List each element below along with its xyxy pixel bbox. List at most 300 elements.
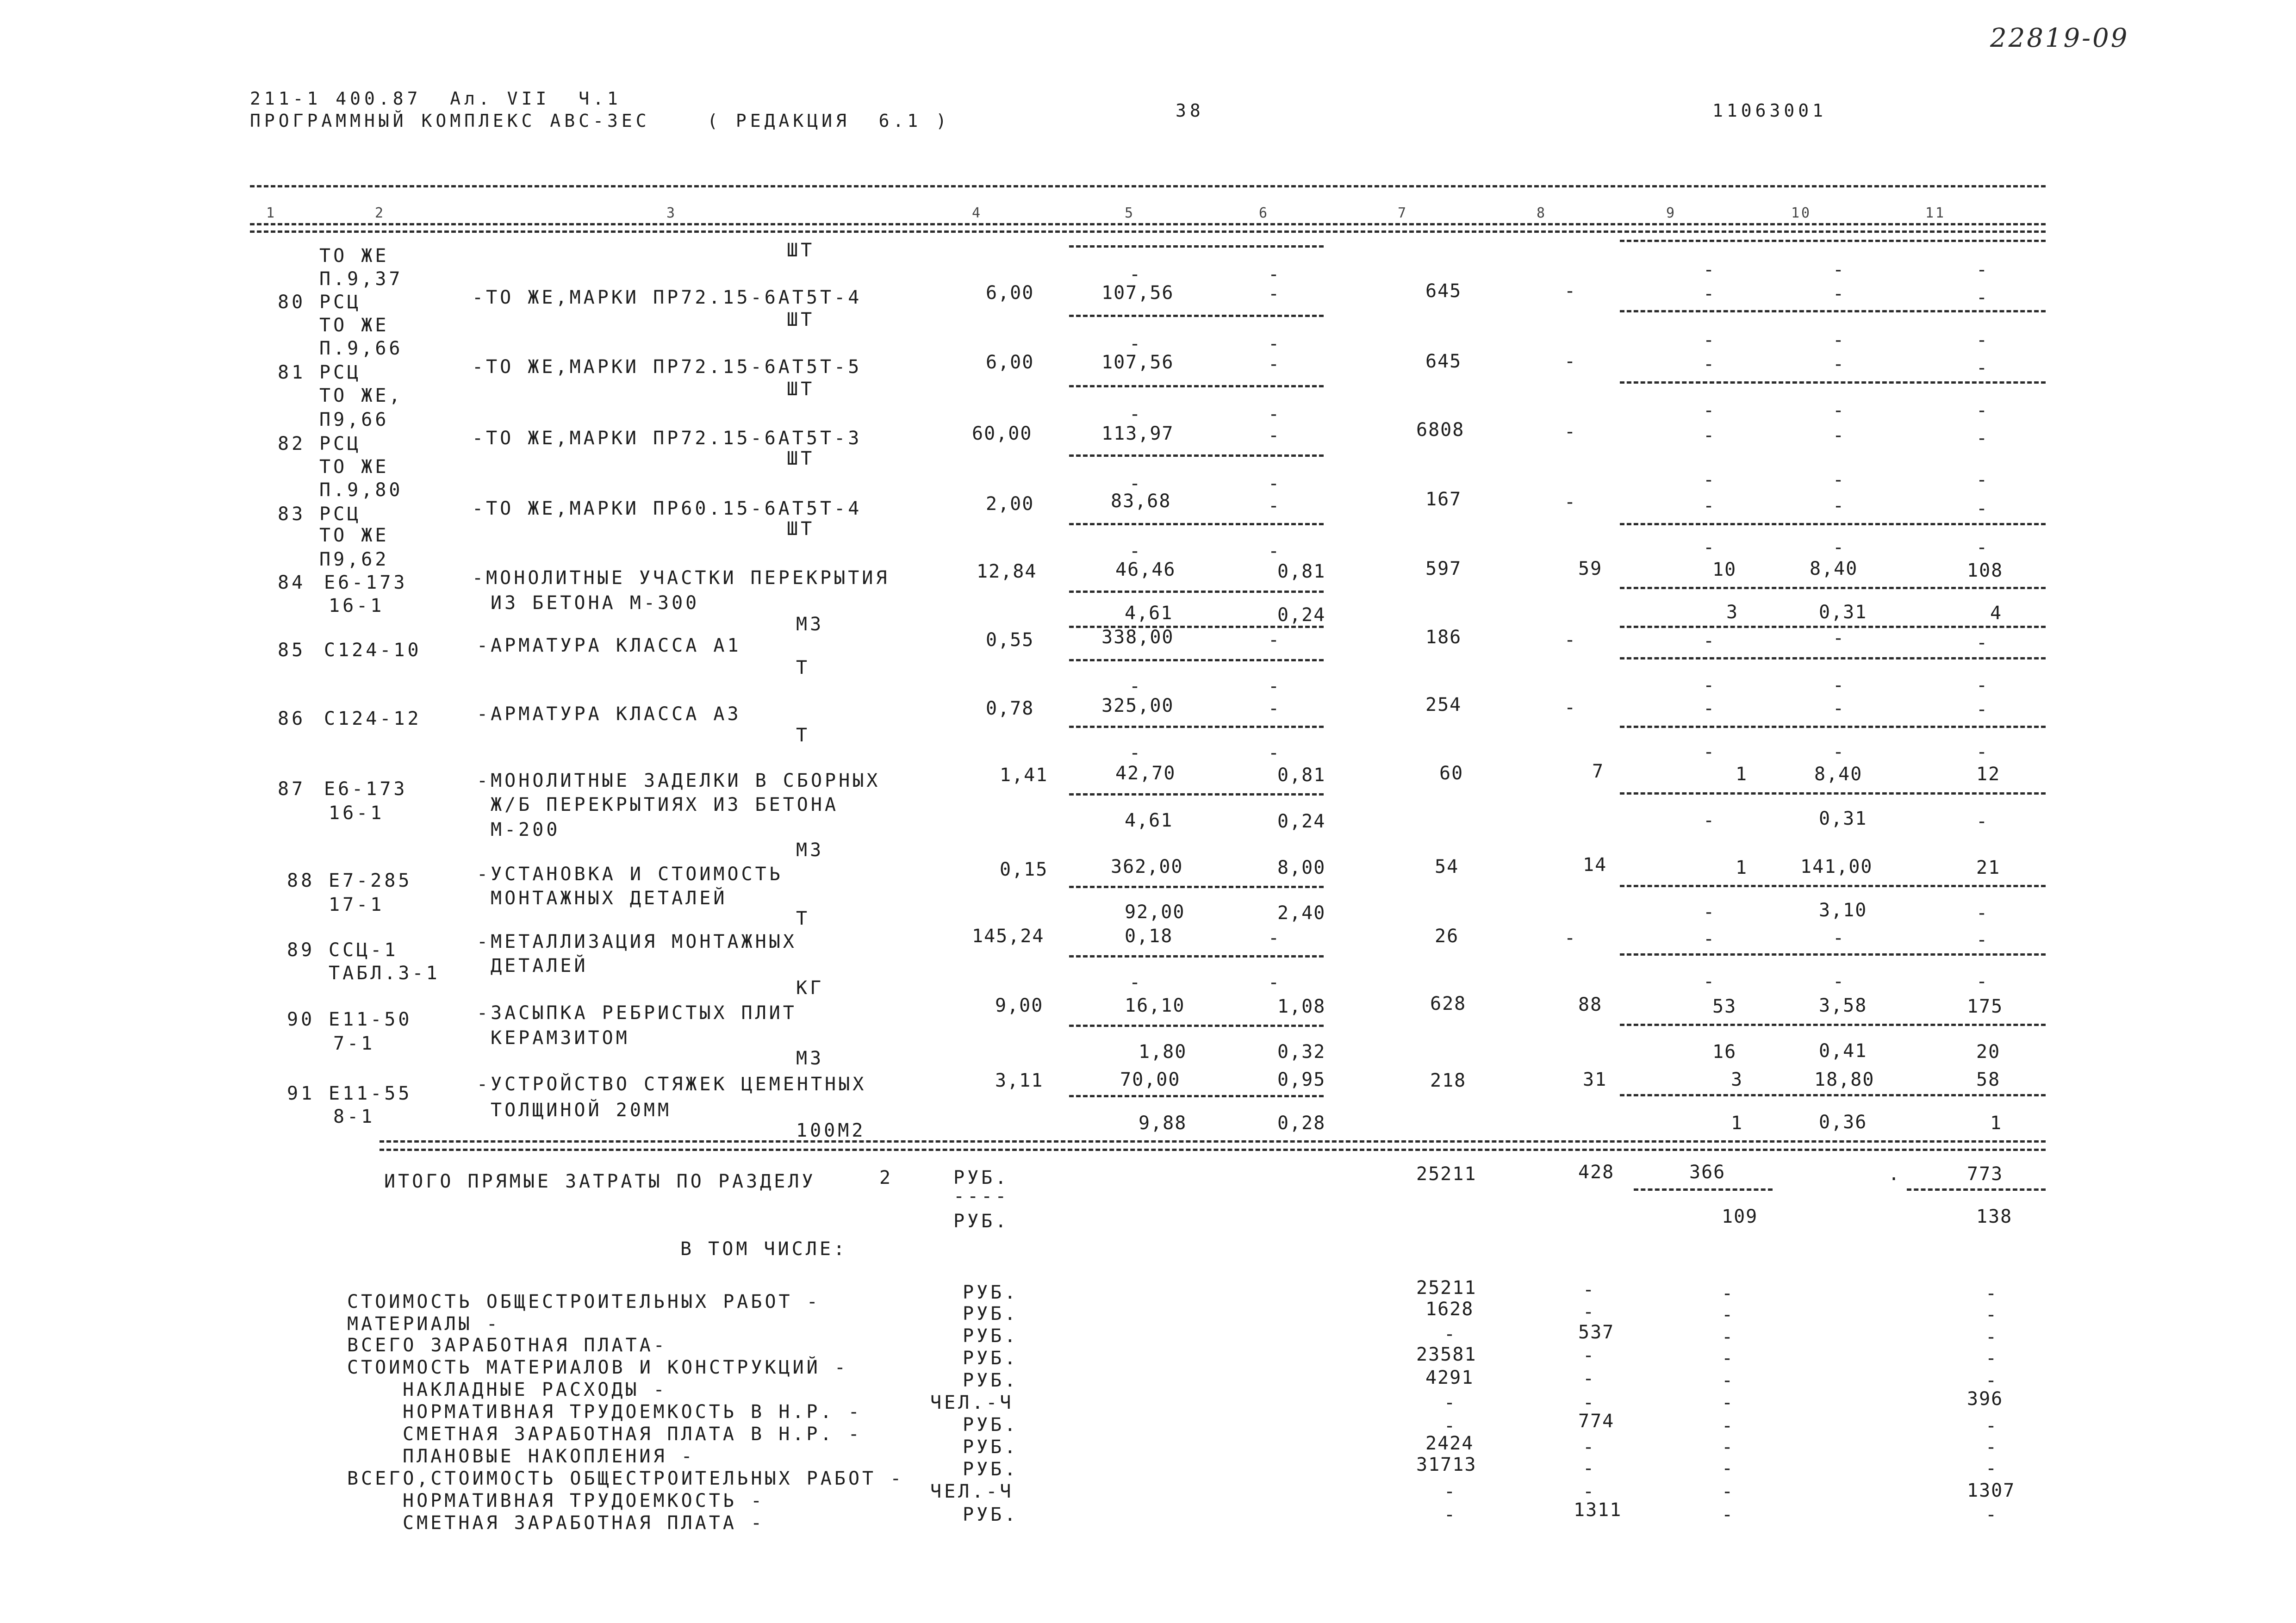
row-rule — [1620, 587, 2046, 589]
summary-unit: РУБ. — [963, 1370, 1019, 1391]
unit: М3 — [796, 614, 824, 635]
cell: - — [1833, 354, 1845, 375]
rate-code: С124-10 — [324, 640, 422, 661]
rate-code: Е6-173 — [324, 778, 408, 800]
cell: - — [1833, 698, 1845, 719]
summary-label: НАКЛАДНЫЕ РАСХОДЫ - — [403, 1379, 667, 1400]
rate-code: С124-12 — [324, 708, 422, 729]
summary-value: - — [1722, 1283, 1734, 1304]
cell: - — [1976, 428, 1989, 449]
item-description: -ТО ЖЕ,МАРКИ ПР72.15-6АТ5Т-5 — [472, 356, 862, 378]
row-rule — [1069, 886, 1324, 888]
row-rule — [1069, 1095, 1324, 1097]
summary-unit: РУБ. — [963, 1325, 1019, 1347]
cell: 0,36 — [1819, 1112, 1867, 1133]
cell: - — [1268, 354, 1281, 375]
table-header-bottom-rule — [250, 230, 2046, 233]
row-number: 84 — [278, 572, 306, 593]
cell: - — [1268, 404, 1281, 425]
cell: - — [1564, 629, 1577, 651]
cell: 0,41 — [1819, 1040, 1867, 1062]
summary-value: - — [1583, 1436, 1595, 1458]
row-rule — [1069, 659, 1324, 661]
cell: 88 — [1578, 994, 1603, 1015]
cell: - — [1833, 469, 1845, 491]
summary-value: 537 — [1578, 1322, 1615, 1343]
column-number: 10 — [1791, 205, 1812, 221]
rate-code: Е11-50 — [329, 1009, 412, 1030]
summary-value: - — [1985, 1415, 1998, 1436]
cell: 0,28 — [1277, 1113, 1326, 1134]
unit-price: 70,00 — [1120, 1069, 1181, 1090]
cell: - — [1976, 400, 1989, 421]
document-id: 11063001 — [1712, 100, 1827, 121]
reference-note: ТО ЖЕ — [319, 525, 389, 546]
cell: - — [1703, 495, 1716, 516]
rate-code: 8-1 — [333, 1106, 375, 1127]
summary-value: - — [1583, 1279, 1595, 1300]
summary-value: 23581 — [1416, 1344, 1477, 1365]
cell: - — [1976, 902, 1989, 924]
row-number: 85 — [278, 640, 306, 661]
cell: - — [1976, 357, 1989, 379]
summary-unit: РУБ. — [963, 1282, 1019, 1303]
total-cell: 773 — [1967, 1163, 2004, 1185]
cell: - — [1703, 630, 1716, 652]
cell: 58 — [1976, 1069, 2001, 1090]
cell: 3,58 — [1819, 995, 1867, 1016]
row-rule — [1069, 385, 1324, 387]
row-rule — [1069, 955, 1324, 958]
cell: 141,00 — [1800, 856, 1873, 877]
cell: 4,61 — [1125, 603, 1173, 624]
cell: 0,81 — [1277, 561, 1326, 582]
cell: - — [1564, 280, 1577, 302]
reference-note: П.9,37 — [319, 268, 403, 290]
item-description: -МОНОЛИТНЫЕ УЧАСТКИ ПЕРЕКРЫТИЯ — [472, 567, 890, 589]
cell: - — [1703, 400, 1716, 421]
cell: - — [1976, 469, 1989, 491]
unit-price: 0,18 — [1125, 926, 1173, 947]
quantity: 12,84 — [977, 561, 1037, 582]
row-number: 82 — [278, 433, 306, 454]
cell: - — [1833, 259, 1845, 280]
cell: - — [1976, 811, 1989, 832]
quantity: 1,41 — [1000, 765, 1048, 786]
summary-value: 2424 — [1425, 1433, 1474, 1454]
cell: - — [1833, 330, 1845, 351]
cell: - — [1976, 929, 1989, 951]
row-rule — [1620, 1094, 2046, 1096]
cell: - — [1129, 333, 1142, 354]
table-header-bottom-rule — [250, 223, 2046, 225]
total-label: ИТОГО ПРЯМЫЕ ЗАТРАТЫ ПО РАЗДЕЛУ — [384, 1171, 816, 1192]
cell: - — [1703, 675, 1716, 696]
cell: - — [1976, 699, 1989, 720]
unit: ШТ — [787, 379, 815, 400]
unit: ШТ — [787, 240, 815, 261]
column-number: 11 — [1925, 205, 1946, 221]
cell: - — [1129, 264, 1142, 285]
summary-unit: РУБ. — [963, 1436, 1019, 1458]
column-number: 4 — [972, 205, 983, 221]
reference-note: ТО ЖЕ — [319, 456, 389, 478]
cell: 7 — [1592, 761, 1605, 782]
item-description: -УСТРОЙСТВО СТЯЖЕК ЦЕМЕНТНЫХ — [477, 1074, 867, 1095]
rate-code: 16-1 — [329, 595, 385, 616]
cell: 4,61 — [1125, 810, 1173, 831]
unit-price: 107,56 — [1101, 352, 1174, 373]
unit-price: 113,97 — [1101, 423, 1174, 444]
row-rule — [1069, 793, 1324, 796]
row-number: 90 — [287, 1009, 315, 1030]
cell: - — [1703, 537, 1716, 558]
summary-value: - — [1722, 1348, 1734, 1369]
cell: - — [1833, 425, 1845, 446]
rate-code: 17-1 — [329, 894, 385, 915]
summary-value: - — [1985, 1304, 1998, 1325]
item-description: -ТО ЖЕ,МАРКИ ПР72.15-6АТ5Т-3 — [472, 428, 862, 449]
unit-price: 46,46 — [1115, 559, 1176, 580]
cell: - — [1703, 425, 1716, 446]
cell: - — [1833, 675, 1845, 696]
summary-label: ПЛАНОВЫЕ НАКОПЛЕНИЯ - — [403, 1446, 695, 1467]
rate-code: ССЦ-1 — [329, 939, 398, 961]
quantity: 2,00 — [986, 493, 1034, 515]
cell: - — [1129, 972, 1142, 993]
cell: - — [1833, 400, 1845, 421]
cell: 175 — [1967, 996, 2004, 1017]
summary-value: - — [1722, 1504, 1734, 1525]
total-cell: 138 — [1976, 1206, 2013, 1227]
cell: - — [1129, 473, 1142, 494]
item-description: М-200 — [491, 819, 560, 840]
row-rule — [1069, 523, 1324, 525]
cell: - — [1976, 741, 1989, 763]
unit: Т — [796, 725, 810, 746]
summary-value: - — [1444, 1392, 1456, 1413]
cell: 14 — [1583, 854, 1607, 876]
cell: - — [1564, 491, 1577, 513]
row-rule — [1634, 1188, 1773, 1191]
summary-value: - — [1583, 1458, 1595, 1479]
summary-value: - — [1985, 1436, 1998, 1458]
summary-value: 1628 — [1425, 1299, 1474, 1320]
reference-note: ТО ЖЕ — [319, 315, 389, 336]
cell: 9,88 — [1139, 1113, 1187, 1134]
summary-value: 25211 — [1416, 1277, 1477, 1299]
summary-value: - — [1583, 1345, 1595, 1366]
currency-unit: РУБ. — [953, 1211, 1009, 1232]
column-number: 5 — [1125, 205, 1135, 221]
underline: ---- — [953, 1186, 1009, 1207]
row-rule — [1069, 591, 1324, 593]
cell: - — [1564, 927, 1577, 949]
row-number: 89 — [287, 939, 315, 961]
cell: - — [1703, 741, 1716, 763]
cell: - — [1833, 741, 1845, 763]
summary-label: СТОИМОСТЬ МАТЕРИАЛОВ И КОНСТРУКЦИЙ - — [347, 1357, 848, 1378]
cell: - — [1703, 283, 1716, 305]
total-cost: 60 — [1439, 763, 1464, 784]
cell: 0,31 — [1819, 808, 1867, 829]
column-number: 8 — [1537, 205, 1547, 221]
summary-value: - — [1444, 1415, 1456, 1436]
cell: 3,10 — [1819, 900, 1867, 921]
row-number: 83 — [278, 504, 306, 525]
row-rule — [1620, 240, 2046, 242]
item-description: ДЕТАЛЕЙ — [491, 955, 588, 976]
unit-price: 362,00 — [1111, 856, 1183, 877]
row-number: 86 — [278, 708, 306, 729]
summary-value: 774 — [1578, 1411, 1615, 1432]
summary-value: - — [1985, 1326, 1998, 1348]
summary-unit: РУБ. — [963, 1504, 1019, 1525]
summary-value: - — [1985, 1348, 1998, 1369]
cell: - — [1833, 927, 1845, 949]
row-rule — [1620, 792, 2046, 795]
cell: 1 — [1990, 1113, 2003, 1134]
item-description: ИЗ БЕТОНА М-300 — [491, 592, 700, 614]
quantity: 0,78 — [986, 698, 1034, 719]
reference-note: П.9,66 — [319, 338, 403, 359]
row-number: 81 — [278, 362, 306, 383]
row-rule — [1069, 1025, 1324, 1027]
quantity: 6,00 — [986, 282, 1034, 304]
table-bottom-rule — [380, 1140, 2046, 1143]
summary-value: - — [1444, 1481, 1456, 1502]
cell: - — [1703, 259, 1716, 280]
cell: - — [1976, 259, 1989, 280]
cell: 1,08 — [1277, 996, 1326, 1017]
cell: - — [1564, 421, 1577, 442]
cell: 4 — [1990, 603, 2003, 624]
cell: - — [1703, 469, 1716, 491]
cell: - — [1268, 264, 1281, 285]
unit: КГ — [796, 977, 824, 999]
row-rule — [1620, 953, 2046, 956]
cell: 1 — [1736, 764, 1748, 785]
item-description: -МОНОЛИТНЫЕ ЗАДЕЛКИ В СБОРНЫХ — [477, 770, 881, 791]
cell: 3 — [1731, 1069, 1743, 1090]
summary-unit: РУБ. — [963, 1459, 1019, 1480]
item-description: -ЗАСЫПКА РЕБРИСТЫХ ПЛИТ — [477, 1002, 797, 1024]
cell: - — [1976, 498, 1989, 519]
cell: - — [1833, 537, 1845, 558]
cell: - — [1703, 354, 1716, 375]
section-number: 2 — [879, 1167, 894, 1188]
rate-code: ТАБЛ.3-1 — [329, 963, 440, 984]
cell: - — [1268, 742, 1281, 764]
unit-price: 42,70 — [1115, 763, 1176, 784]
cell: - — [1268, 473, 1281, 494]
unit-price: 325,00 — [1101, 695, 1174, 716]
cell: - — [1268, 676, 1281, 697]
document-code: 211-1 400.87 Ал. VII Ч.1 — [250, 88, 622, 109]
cell: - — [1268, 333, 1281, 354]
reference-note: ТО ЖЕ, — [319, 385, 403, 406]
unit: ШТ — [787, 518, 815, 540]
cell: 20 — [1976, 1041, 2001, 1063]
cell: - — [1703, 698, 1716, 719]
cell: - — [1268, 698, 1281, 719]
cell: - — [1976, 537, 1989, 558]
cell: - — [1268, 629, 1281, 651]
summary-label: НОРМАТИВНАЯ ТРУДОЕМКОСТЬ - — [403, 1490, 765, 1511]
cell: 18,80 — [1814, 1069, 1875, 1090]
cell: 8,40 — [1810, 558, 1858, 579]
summary-value: - — [1722, 1436, 1734, 1458]
rate-code: 7-1 — [333, 1033, 375, 1054]
rate-code: Е7-285 — [329, 870, 412, 891]
cell: 10 — [1712, 559, 1737, 580]
column-number: 1 — [266, 205, 277, 221]
summary-value: 1307 — [1967, 1480, 2016, 1501]
cell: 21 — [1976, 857, 2001, 878]
summary-value: - — [1444, 1324, 1456, 1345]
summary-value: - — [1985, 1283, 1998, 1304]
total-cost: 628 — [1430, 993, 1467, 1014]
summary-value: - — [1722, 1392, 1734, 1413]
row-rule — [1620, 726, 2046, 728]
cell: - — [1268, 927, 1281, 949]
row-number: 91 — [287, 1083, 315, 1104]
summary-value: - — [1444, 1504, 1456, 1525]
currency-unit: РУБ. — [953, 1167, 1009, 1188]
quantity: 60,00 — [972, 423, 1033, 444]
cell: 1 — [1736, 857, 1748, 878]
rate-code: 16-1 — [329, 802, 385, 824]
rate-code: Е11-55 — [329, 1083, 412, 1104]
summary-unit: РУБ. — [963, 1414, 1019, 1436]
rate-code: РСЦ — [319, 504, 361, 525]
row-rule — [1620, 523, 2046, 525]
summary-value: 4291 — [1425, 1367, 1474, 1388]
cell: 1 — [1731, 1113, 1743, 1134]
summary-value: - — [1722, 1326, 1734, 1348]
item-description: Ж/Б ПЕРЕКРЫТИЯХ ИЗ БЕТОНА — [491, 794, 839, 815]
row-rule — [1620, 1024, 2046, 1026]
program-title: ПРОГРАММНЫЙ КОМПЛЕКС АВС-3ЕС ( РЕДАКЦИЯ 6.1 ) — [250, 111, 951, 131]
summary-unit: РУБ. — [963, 1348, 1019, 1369]
rate-code: Е6-173 — [324, 572, 408, 593]
summary-value: - — [1985, 1370, 1998, 1391]
summary-value: - — [1722, 1458, 1734, 1479]
total-cost: 597 — [1425, 558, 1462, 579]
summary-label: ВСЕГО,СТОИМОСТЬ ОБЩЕСТРОИТЕЛЬНЫХ РАБОТ - — [347, 1468, 904, 1489]
summary-value: - — [1722, 1481, 1734, 1502]
page-number: 38 — [1176, 100, 1204, 121]
summary-unit: РУБ. — [963, 1303, 1019, 1325]
total-cost: 186 — [1425, 627, 1462, 648]
cell: - — [1703, 810, 1716, 831]
cell: - — [1833, 495, 1845, 516]
total-cost: 167 — [1425, 489, 1462, 510]
summary-label: СТОИМОСТЬ ОБЩЕСТРОИТЕЛЬНЫХ РАБОТ - — [347, 1291, 821, 1312]
quantity: 0,55 — [986, 629, 1034, 651]
cell: 1,80 — [1139, 1041, 1187, 1063]
cell: - — [1268, 425, 1281, 446]
total-cell: 109 — [1722, 1206, 1758, 1227]
table-bottom-rule — [380, 1149, 2046, 1151]
cell: 59 — [1578, 558, 1603, 579]
reference-note: П9,66 — [319, 409, 389, 430]
row-rule — [1620, 310, 2046, 312]
row-rule — [1069, 315, 1324, 317]
cell: - — [1129, 742, 1142, 764]
unit-price: 83,68 — [1111, 491, 1171, 512]
total-cost: 54 — [1435, 856, 1459, 877]
row-number: 88 — [287, 870, 315, 891]
cell: 92,00 — [1125, 902, 1185, 923]
unit: М3 — [796, 1048, 824, 1069]
cell: 0,81 — [1277, 765, 1326, 786]
row-number: 87 — [278, 778, 306, 800]
reference-note: П9,62 — [319, 549, 389, 570]
cell: - — [1268, 541, 1281, 562]
handwritten-document-number: 22819-09 — [1990, 23, 2129, 53]
summary-value: 1311 — [1574, 1499, 1622, 1521]
column-number: 6 — [1259, 205, 1269, 221]
rate-code: РСЦ — [319, 292, 361, 313]
row-rule — [1620, 657, 2046, 659]
rate-code: РСЦ — [319, 362, 361, 383]
summary-value: - — [1722, 1415, 1734, 1436]
cell: 0,95 — [1277, 1069, 1326, 1090]
cell: - — [1564, 351, 1577, 372]
cell: 8,00 — [1277, 857, 1326, 878]
cell: - — [1976, 632, 1989, 653]
row-rule — [1069, 726, 1324, 728]
item-description: ТОЛЩИНОЙ 20ММ — [491, 1100, 672, 1121]
total-cost: 645 — [1425, 280, 1462, 302]
row-rule — [1069, 245, 1324, 248]
summary-value: - — [1722, 1304, 1734, 1325]
total-cell: 428 — [1578, 1162, 1615, 1183]
cell: - — [1129, 541, 1142, 562]
unit: ШТ — [787, 309, 815, 330]
summary-value: - — [1985, 1458, 1998, 1479]
column-number: 2 — [375, 205, 386, 221]
cell: 2,40 — [1277, 902, 1326, 924]
cell: 0,24 — [1277, 604, 1326, 626]
item-description: -ТО ЖЕ,МАРКИ ПР60.15-6АТ5Т-4 — [472, 498, 862, 519]
summary-value: 31713 — [1416, 1454, 1477, 1475]
cell: - — [1268, 283, 1281, 305]
column-number: 7 — [1398, 205, 1408, 221]
column-number: 3 — [666, 205, 677, 221]
item-description: МОНТАЖНЫХ ДЕТАЛЕЙ — [491, 888, 728, 909]
summary-label: СМЕТНАЯ ЗАРАБОТНАЯ ПЛАТА В Н.Р. - — [403, 1424, 862, 1445]
summary-value: - — [1985, 1504, 1998, 1525]
column-number: 9 — [1666, 205, 1677, 221]
row-rule — [1620, 381, 2046, 384]
rate-code: РСЦ — [319, 433, 361, 454]
cell: 31 — [1583, 1069, 1607, 1090]
total-cost: 26 — [1435, 926, 1459, 947]
cell: - — [1703, 928, 1716, 950]
reference-note: ТО ЖЕ — [319, 245, 389, 267]
item-description: -АРМАТУРА КЛАССА А1 — [477, 635, 741, 656]
summary-unit: ЧЕЛ.-Ч — [930, 1481, 1014, 1502]
summary-unit: ЧЕЛ.-Ч — [930, 1392, 1014, 1413]
unit: Т — [796, 908, 810, 929]
summary-label: СМЕТНАЯ ЗАРАБОТНАЯ ПЛАТА - — [403, 1512, 765, 1534]
summary-value: - — [1583, 1392, 1595, 1413]
total-cost: 6808 — [1416, 419, 1465, 441]
unit: ШТ — [787, 448, 815, 469]
cell: 0,32 — [1277, 1041, 1326, 1063]
